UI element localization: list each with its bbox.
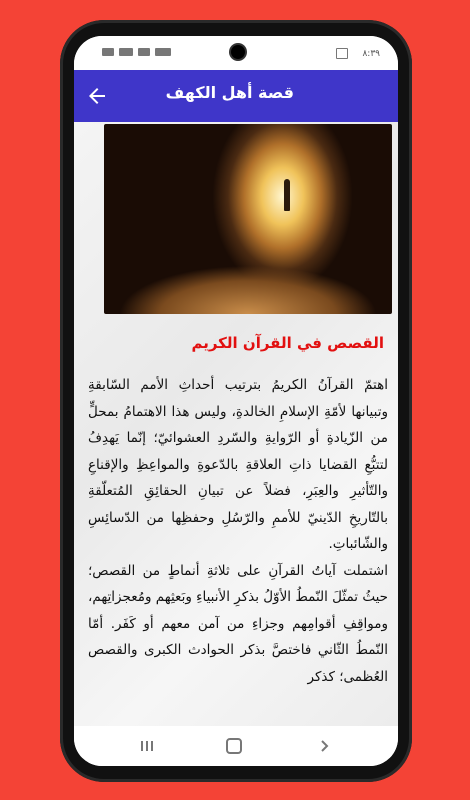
- article-body: [88, 372, 388, 690]
- front-camera: [231, 45, 245, 59]
- arrow-back-icon[interactable]: [84, 84, 110, 108]
- page-title: قصة أهل الكهف: [165, 83, 294, 102]
- status-icons: [102, 48, 171, 56]
- volte-icon: [119, 48, 133, 56]
- status-bar: [74, 36, 398, 70]
- screen: [74, 36, 398, 766]
- home-icon[interactable]: [226, 738, 242, 754]
- status-time: ٨:٣٩: [362, 49, 380, 59]
- wifi-icon: [138, 48, 150, 56]
- section-heading: القصص في القرآن الكريم: [191, 334, 384, 352]
- app-bar: [74, 70, 398, 122]
- recent-apps-icon[interactable]: [140, 739, 154, 753]
- paragraph-1: اهتمّ القرآنُ الكريمُ بترتيب أحداثِ الأمم السّابقةِ وتبيانها لأمّةِ الإسلامِ الخالدةِ، وليس هذا الاهتمامُ بمحلٍّ من الزّيادةِ أو الرّوايةِ والسّردِ العشوائيّ؛ إنّما يَهدِفُ لتتبُّعِ القضايا ذاتِ العلاقةِ بالدّعوةِ والمواعِظِ والإقناعِ والتّأثيرِ والعِبَرِ، فضلاً عن تبيانِ الحقائِقِ المُتعلّقةِ بالتّاريخِ الدّينيّ للأممِ والرّسُلِ وحفظِها من الدّسائِسِ والشّائباتِ.: [88, 377, 388, 552]
- system-nav-bar: [74, 726, 398, 766]
- cave-floor: [104, 244, 392, 314]
- image-notification-icon: [336, 48, 348, 59]
- signal-icon: [102, 48, 114, 56]
- person-silhouette: [284, 179, 290, 211]
- paragraph-2: اشتملت آياتُ القرآنِ على ثلاثةِ أنماطٍ من القصص؛ حيثُ تمثّلَ النّمطُ الأوّلُ بذكرِ الأنبياءِ وبَعثِهم ومُعجزاتِهم، ومواقِفِ أقوامِهم وجزاءِ من آمن معهم أو كَفَر. أمّا النّمطُ الثّاني فاختصَّ بذكر الحوادث الكبرى والقصص العُظمى؛ كذكر: [87, 562, 388, 685]
- article-content[interactable]: [74, 122, 398, 726]
- chevron-back-icon[interactable]: [316, 738, 332, 754]
- cave-image: [104, 124, 392, 314]
- battery-icon: [155, 48, 171, 56]
